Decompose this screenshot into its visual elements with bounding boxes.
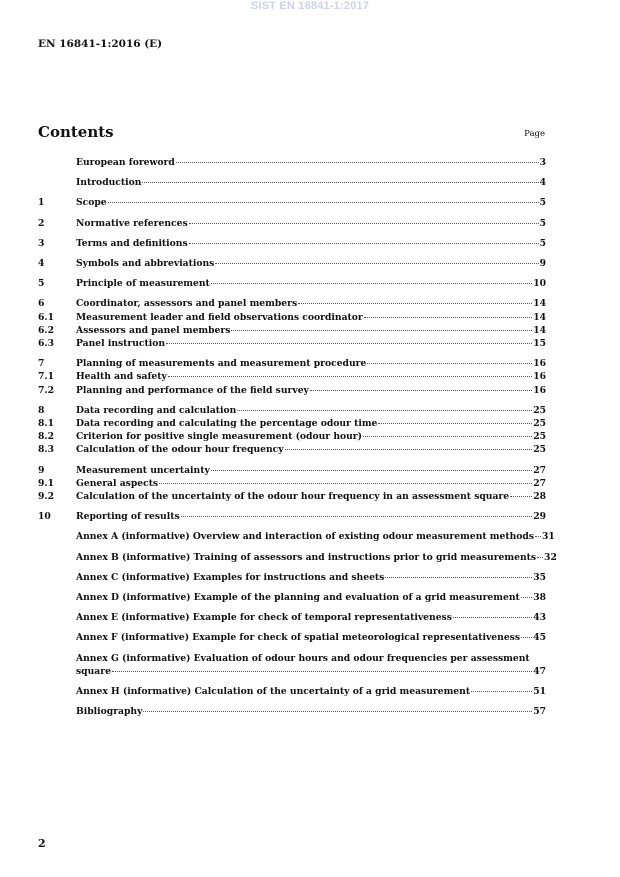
toc-entry-title: Reporting of results <box>76 511 180 523</box>
toc-dot-leader <box>521 637 532 638</box>
toc-entry-title: Calculation of the odour hour frequency <box>76 444 284 456</box>
toc-entry[interactable] <box>38 464 546 477</box>
toc-entry-page: 9 <box>539 258 546 270</box>
toc-entry-number: 6.3 <box>38 338 54 350</box>
toc-entry-page: 29 <box>533 511 546 523</box>
toc-entry-page: 31 <box>542 531 555 543</box>
toc-entry[interactable] <box>38 551 557 564</box>
toc-entry-title: General aspects <box>76 477 159 489</box>
toc-entry-title: Scope <box>76 197 107 209</box>
toc-dot-leader <box>189 243 539 244</box>
toc-entry[interactable] <box>38 297 546 310</box>
toc-entry-page: 16 <box>533 358 546 370</box>
toc-dot-leader <box>211 470 532 471</box>
toc-entry-number: 9.2 <box>38 491 54 503</box>
toc-entry-page: 51 <box>533 686 546 698</box>
toc-entry-title: Data recording and calculation <box>76 404 237 416</box>
toc-entry[interactable] <box>38 443 546 456</box>
toc-entry-page: 28 <box>533 491 546 503</box>
toc-entry-title: Annex D (informative) Example of the planning and evaluation of a grid measurement <box>76 592 520 604</box>
toc-entry-title: Measurement leader and field observations coordinator <box>76 311 363 323</box>
toc-entry-page: 14 <box>533 324 546 336</box>
toc-entry-number: 8.1 <box>38 418 54 430</box>
toc-entry-page: 16 <box>533 384 546 396</box>
toc-entry[interactable] <box>38 430 546 443</box>
toc-entry-number: 5 <box>38 278 45 290</box>
toc-entry-title: Annex E (informative) Example for check of temporal representativeness <box>76 612 452 624</box>
toc-entry-number: 9.1 <box>38 477 54 489</box>
toc-entry-number: 8.3 <box>38 444 54 456</box>
toc-entry-title: Principle of measurement <box>76 278 210 290</box>
toc-entry-title: Normative references <box>76 217 188 229</box>
toc-entry[interactable] <box>38 257 546 270</box>
toc-dot-leader <box>385 577 532 578</box>
toc-entry-page: 10 <box>533 278 546 290</box>
toc-entry-page: 16 <box>533 371 546 383</box>
table-of-contents <box>38 156 557 719</box>
toc-entry[interactable] <box>38 357 546 370</box>
toc-dot-leader <box>364 317 532 318</box>
toc-entry-page: 25 <box>533 418 546 430</box>
toc-entry-title: Symbols and abbreviations <box>76 258 215 270</box>
toc-entry-page: 25 <box>533 444 546 456</box>
toc-entry-page: 5 <box>539 237 546 249</box>
toc-dot-leader <box>112 671 532 672</box>
toc-entry-page: 15 <box>533 338 546 350</box>
toc-dot-leader <box>285 449 533 450</box>
toc-dot-leader <box>363 436 532 437</box>
toc-dot-leader <box>211 283 532 284</box>
toc-entry-number: 8.2 <box>38 431 54 443</box>
toc-entry-number: 7.2 <box>38 384 54 396</box>
toc-entry[interactable] <box>38 196 546 209</box>
toc-entry[interactable] <box>38 217 546 230</box>
toc-entry[interactable] <box>38 685 546 698</box>
toc-entry-page: 14 <box>533 311 546 323</box>
toc-dot-leader <box>168 376 532 377</box>
page-column-label: Page <box>524 129 545 139</box>
toc-entry[interactable] <box>38 571 546 584</box>
toc-dot-leader <box>521 597 532 598</box>
toc-entry[interactable] <box>38 477 546 490</box>
toc-entry[interactable] <box>38 490 546 503</box>
toc-entry[interactable] <box>38 705 546 718</box>
toc-entry-title: Health and safety <box>76 371 167 383</box>
toc-dot-leader <box>510 496 532 497</box>
toc-entry-page: 43 <box>533 612 546 624</box>
toc-entry-page: 47 <box>533 665 546 677</box>
toc-dot-leader <box>166 343 532 344</box>
toc-entry-title: Criterion for positive single measurement (odour hour) <box>76 431 362 443</box>
toc-entry[interactable] <box>38 237 546 250</box>
toc-entry[interactable] <box>38 611 546 624</box>
toc-entry-number: 7.1 <box>38 371 54 383</box>
toc-entry-page: 25 <box>533 404 546 416</box>
toc-entry[interactable] <box>38 530 555 543</box>
toc-entry-number: 8 <box>38 404 45 416</box>
toc-entry-number: 3 <box>38 237 45 249</box>
toc-entry-number: 6.1 <box>38 311 54 323</box>
toc-entry-number: 9 <box>38 464 45 476</box>
page-number: 2 <box>38 837 46 850</box>
toc-entry-page: 27 <box>533 464 546 476</box>
toc-dot-leader <box>159 483 532 484</box>
toc-entry[interactable] <box>38 652 546 678</box>
toc-entry-page: 27 <box>533 477 546 489</box>
toc-entry[interactable] <box>38 324 546 337</box>
watermark: SIST EN 16841-1:2017 <box>250 0 370 12</box>
toc-entry-title: Panel instruction <box>76 338 166 350</box>
contents-heading: Contents <box>38 123 114 141</box>
toc-entry-title: Annex H (informative) Calculation of the uncertainty of a grid measurement <box>76 686 471 698</box>
toc-entry-title: Data recording and calculating the percentage odour time <box>76 418 378 430</box>
toc-entry-title: Measurement uncertainty <box>76 464 210 476</box>
toc-dot-leader <box>142 182 538 183</box>
toc-entry[interactable] <box>38 417 546 430</box>
toc-entry-number: 7 <box>38 358 45 370</box>
toc-entry-page: 25 <box>533 431 546 443</box>
toc-dot-leader <box>143 711 532 712</box>
toc-entry-number: 6.2 <box>38 324 54 336</box>
toc-dot-leader <box>108 202 539 203</box>
toc-entry-page: 38 <box>533 592 546 604</box>
toc-dot-leader <box>176 162 539 163</box>
toc-entry[interactable] <box>38 176 546 189</box>
toc-entry-title: Annex A (informative) Overview and interaction of existing odour measurement methods <box>76 531 535 543</box>
toc-dot-leader <box>181 516 533 517</box>
toc-entry[interactable] <box>38 510 546 523</box>
toc-entry-page: 3 <box>539 157 546 168</box>
toc-dot-leader <box>378 423 532 424</box>
toc-entry-title: Annex F (informative) Example for check of spatial meteorological representativeness <box>76 632 521 644</box>
toc-entry-page: 57 <box>533 706 546 718</box>
toc-entry-title: Annex B (informative) Training of assessors and instructions prior to grid measurements <box>76 551 537 563</box>
toc-entry-page: 5 <box>539 197 546 209</box>
toc-entry-title-continued: square <box>76 665 111 677</box>
toc-entry[interactable] <box>38 404 546 417</box>
toc-entry-title: Annex G (informative) Evaluation of odour hours and odour frequencies per assessment <box>76 652 530 664</box>
toc-dot-leader <box>471 691 532 692</box>
toc-entry-page: 5 <box>539 217 546 229</box>
toc-entry-number: 6 <box>38 298 45 310</box>
toc-dot-leader <box>189 223 539 224</box>
toc-entry-title: Annex C (informative) Examples for instructions and sheets <box>76 571 385 583</box>
toc-entry-page: 32 <box>544 551 557 563</box>
toc-entry-title: Planning and performance of the field survey <box>76 384 309 396</box>
toc-entry[interactable] <box>38 631 546 644</box>
toc-dot-leader <box>231 330 532 331</box>
document-id: EN 16841-1:2016 (E) <box>38 38 163 50</box>
toc-entry-title: Introduction <box>76 177 142 189</box>
toc-entry-number: 1 <box>38 197 45 209</box>
toc-entry-title: Calculation of the uncertainty of the odour hour frequency in an assessment square <box>76 491 510 503</box>
toc-entry[interactable] <box>38 384 546 397</box>
toc-entry-title: Bibliography <box>76 706 143 718</box>
toc-dot-leader <box>310 390 532 391</box>
toc-entry-number: 10 <box>38 511 51 523</box>
toc-entry-title: Coordinator, assessors and panel members <box>76 298 298 310</box>
toc-entry[interactable] <box>38 156 546 169</box>
toc-entry-page: 45 <box>533 632 546 644</box>
toc-entry-number: 2 <box>38 217 45 229</box>
toc-entry-number: 4 <box>38 258 45 270</box>
toc-dot-leader <box>453 617 532 618</box>
toc-entry[interactable] <box>38 311 546 324</box>
toc-dot-leader <box>215 263 538 264</box>
toc-entry-page: 35 <box>533 571 546 583</box>
toc-entry-title: Assessors and panel members <box>76 324 231 336</box>
toc-dot-leader <box>537 557 543 558</box>
toc-entry-page: 14 <box>533 298 546 310</box>
toc-entry-title: Planning of measurements and measurement procedure <box>76 358 367 370</box>
toc-dot-leader <box>535 536 541 537</box>
toc-entry-page: 4 <box>539 177 546 189</box>
toc-entry-title: Terms and definitions <box>76 237 188 249</box>
toc-entry[interactable] <box>38 370 546 383</box>
toc-entry[interactable] <box>38 277 546 290</box>
toc-dot-leader <box>298 303 532 304</box>
toc-entry[interactable] <box>38 337 546 350</box>
toc-dot-leader <box>367 363 532 364</box>
toc-entry-title: European foreword <box>76 157 175 168</box>
toc-dot-leader <box>237 410 532 411</box>
toc-entry[interactable] <box>38 591 546 604</box>
